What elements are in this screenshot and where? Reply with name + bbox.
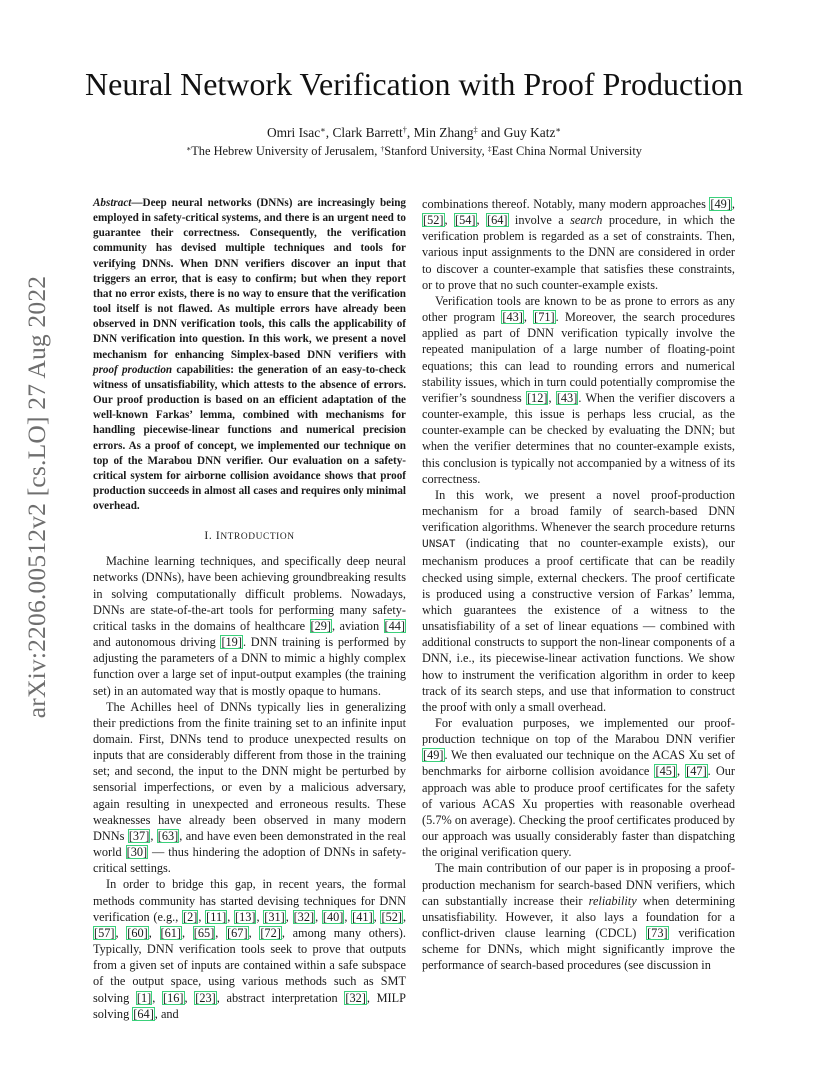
paragraph-text: , and have even been demonstrated in the real world [93,828,406,860]
citation-link[interactable]: [12] [526,390,548,405]
author-name: Guy Katz [503,125,556,140]
paragraph-text: For evaluation purposes, we implemented our proof-production technique on top of the Marabou DNN verifier [422,716,735,747]
citation-link[interactable]: [45] [655,764,676,779]
affiliation-mark: † [402,125,407,135]
affiliation-separator: , [374,144,381,158]
citation-link[interactable]: [73] [647,926,668,941]
paragraph-text: In order to bridge this gap, in recent years, the formal methods community has started devising techniques for DNN verification (e.g., [93,877,406,924]
body-paragraph [422,293,735,487]
body-paragraph [422,715,735,860]
paragraph-text: involve a [508,213,571,228]
citation-link[interactable]: [65] [193,925,215,940]
arxiv-sidebar [22,275,52,719]
citation-link[interactable]: [40] [322,909,344,924]
paragraph-text: , [476,213,486,228]
paragraph-text: The Achilles heel of DNNs typically lies in generalizing their predictions from the finite training set to an infinite input domain. First, DNNs tend to produce unexpected results on inputs that are considerably different from those in the training set; and second, the input to the DNN might be perturbed by sensorial imperfections, or even by a malicious adversary, again resulting in unexpected and erroneous results. These weaknesses have already been observed in many modern DNNs [93,699,406,843]
abstract-text: —Deep neural networks (DNNs) are increasingly being employed in safety-critical systems, and there is an urgent need to guarantee their correctness. Consequently, the verification community has devised multiple techniques and tools for verifying DNNs. When DNN verifiers discover an input that triggers an error, that is easy to confirm; but when they report that no error exists, there is no way to ensure that the verification tool itself is not flawed. As multiple errors have already been observed in DNN verification tools, this calls the applicability of DNN verification into question. In this work, we present a novel mechanism for enhancing Simplex-based DNN verifiers with [93,197,406,361]
abstract [93,196,406,514]
citation-link[interactable]: [57] [94,925,115,940]
citation-link[interactable]: [41] [352,909,373,924]
paragraph-text: , among many others). Typically, DNN verification tools seek to prove that outputs from a given set of inputs are contained within a safe subspace of the output space, using various methods such as SMT solving [93,925,406,1005]
citation-link[interactable]: [60] [127,925,148,940]
section-title-initial: I [215,529,221,543]
paper-title: Neural Network Verification with Proof Production [85,66,743,102]
emphasis-text: reliability [588,893,637,908]
citation-link[interactable]: [52] [381,909,402,924]
abstract-text: capabilities: the generation of an easy-to-check witness of unsatisfiability, which attests to the absence of errors. Our proof production is based on an efficient adaptation of the well-known Farkas’ lemma, combined with mechanisms for handling piecewise-linear functions and numerical precision errors. As a proof of concept, we implemented our technique on top of the Marabou DNN verifier. Our evaluation on a safety-critical system for airborne collision avoidance shows that proof production succeeds in almost all cases and requires only minimal overhead. [93,363,406,513]
unsat-keyword: UNSAT [422,539,456,552]
body-paragraph [93,553,406,698]
paragraph-text: . When the verifier discovers a counter-example, this issue is perhaps less crucial, as the counter-example can be checked by evaluating the DNN; but when the verifier determines that no counter-example exists, this conclusion is typically not accompanied by a witness of its correctness. [422,390,735,486]
affiliation-separator: , [481,144,488,158]
author-separator: , [406,125,414,140]
paragraph-text: Verification tools are known to be as prone to errors as any other program [422,293,735,325]
paragraph-text: and autonomous driving [93,635,221,650]
paragraph-text: In this work, we present a novel proof-production mechanism for a broad family of search-based DNN verification algorithms. Whenever the search procedure returns [422,487,735,535]
paragraph-text: , [548,390,556,405]
citation-link[interactable]: [1] [136,990,152,1005]
citation-link[interactable]: [44] [384,618,405,633]
author-list [0,124,828,142]
paragraph-text: , abstract interpretation [216,990,345,1005]
affiliation-list [0,143,828,160]
paragraph-text: , MILP solving [93,990,407,1021]
body-paragraph [422,487,735,715]
citation-link[interactable]: [2] [183,909,198,924]
citation-link[interactable]: [49] [710,197,731,211]
citation-link[interactable]: [29] [310,618,332,633]
paragraph-text: . We then evaluated our technique on the ACAS Xu set of benchmarks for airborne collision avoidance [422,748,735,779]
body-paragraph [93,699,406,877]
affiliation-mark: ∗ [320,125,326,135]
paragraph-text: Machine learning techniques, and specifically deep neural networks (DNNs), have been achieving groundbreaking results in solving computationally difficult problems. Nowadays, DNNs are state-of-the-art tools for performing many safety-critical tasks in the domains of healthcare [93,554,406,633]
paragraph-text: , [152,990,163,1005]
section-heading [93,528,406,545]
author-name: Min Zhang [413,125,474,140]
arxiv-stamp: arXiv:2206.00512v2 [cs.LO] 27 Aug 2022 [22,275,51,719]
left-column [93,196,406,1022]
author-name: Clark Barrett [332,125,403,140]
citation-link[interactable]: [30] [126,845,148,860]
author-separator: , [325,125,333,140]
author-name: Omri Isac [266,125,321,140]
citation-link[interactable]: [13] [234,909,256,924]
abstract-lead: Abstract [93,197,132,209]
citation-link[interactable]: [47] [686,764,707,779]
paragraph-text: , [523,310,534,325]
paragraph-text: when determining unsatisfiability. However, it also lays a foundation for a conflict-driven clause learning (CDCL) [422,893,735,941]
paragraph-text: , aviation [332,618,384,633]
section-title-rest: NTRODUCTION [220,532,295,543]
citation-link[interactable]: [23] [195,990,216,1005]
paragraph-text: , [676,764,686,779]
citation-link[interactable]: [61] [160,925,182,940]
body-paragraph [422,196,735,293]
citation-link[interactable]: [16] [163,990,184,1005]
section-number: I. [204,529,213,543]
affiliation-name: Stanford University [384,144,482,158]
paragraph-text: (indicating that no counter-example exists), our mechanism produces a proof certificate that can be readily checked using simple, external checkers. The proof certificate is produced using a constructive version of Farkas’ lemma, which guarantees the existence of a witness to the unsatisfiability of a set of linear equations — combined with additional constructs to support the non-linear components of a DNN, i.e., its piecewise-linear activation functions. We show how to instrument the verification algorithm in order to keep track of its search steps, and use that information to construct the proof with only a small overhead. [422,536,735,714]
paragraph-text: . Our approach was able to produce proof certificates for the safety of various ACAS Xu properties with reasonable overhead (5.7% on average). Checking the proof certificates produced by our approach was usually considerably faster than dispatching the original verification query. [422,764,735,860]
paragraph-text: , and [154,1006,179,1021]
paragraph-text: combinations thereof. Notably, many modern approaches [422,197,710,211]
body-paragraph [422,860,735,973]
paragraph-text: procedure, in which the verification problem is regarded as a set of constraints. Then, various input assignments to the DNN are considered in order to discover a counter-example that satisfies these constraints, or to prove that no such counter-example exists. [422,213,735,292]
affiliation-mark: ∗ [555,125,562,135]
emphasis-text: search [570,213,603,228]
citation-link[interactable]: [71] [534,310,555,325]
paragraph-text: . Moreover, the search procedures applied as part of DNN verification typically involve the repeated manipulation of a large number of floating-point equations; this can lead to rounding errors and numerical stability issues, which in turn could potentially compromise the verifier’s soundness [422,310,736,405]
paragraph-text: , [150,828,157,843]
affiliation-mark: ∗ [185,143,192,153]
paragraph-text: , [444,213,454,228]
citation-link[interactable]: [43] [502,310,523,325]
paragraph-text: The main contribution of our paper is in proposing a proof-production mechanism for search-based DNN verifiers, which can substantially increase their [422,861,735,908]
affiliation-name: East China Normal University [491,144,643,158]
paragraph-text: , [731,197,735,211]
affiliation-mark: † [380,143,385,153]
right-column [422,196,735,974]
citation-link[interactable]: [54] [455,213,476,228]
paragraph-text: — thus hindering the adoption of DNNs in safety-critical settings. [93,845,406,876]
citation-link[interactable]: [31] [264,909,285,924]
citation-link[interactable]: [19] [221,635,242,650]
citation-link[interactable]: [32] [293,909,315,924]
citation-link[interactable]: [64] [133,1006,154,1021]
citation-link[interactable]: [64] [487,213,508,228]
citation-link[interactable]: [11] [206,909,227,924]
affiliation-mark: ‡ [487,143,492,153]
citation-link[interactable]: [32] [345,990,366,1005]
author-separator: and [477,125,504,140]
citation-link[interactable]: [63] [157,828,179,843]
citation-link[interactable]: [43] [556,390,578,405]
citation-link[interactable]: [49] [423,748,444,763]
paragraph-text: . DNN training is performed by adjusting the parameters of a DNN to mimic a highly complex function over a large set of input-output examples (the training set) in an automated way that is mostly opaque to humans. [93,635,406,698]
affiliation-mark: ‡ [473,125,478,135]
body-paragraph: In order to bridge this gap, in recent years, the formal methods community has started devising techniques for DNN verification (e.g., [2], [11], [13], [31], [32], [40], [41], [52], [57], [60], [61], [65], [67], [72], among many others). Typically, DNN verification tools seek to prove that outputs from a given set of inputs are contained within a safe subspace of the output space, using various methods such as SMT solving [1], [16], [23], abstract interpretation [32], MILP solving [64], and [93,877,407,1021]
citation-link[interactable]: [67] [227,925,248,940]
citation-link[interactable]: [72] [260,925,281,940]
citation-link[interactable]: [37] [128,828,150,843]
citation-link[interactable]: [52] [423,213,444,228]
abstract-emphasis: proof production [93,363,173,376]
paragraph-text: , [184,990,195,1005]
paragraph-text: verification scheme for DNNs, which might significantly improve the performance of search-based procedures (see discussion in [422,926,736,973]
affiliation-name: The Hebrew University of Jerusalem [191,144,375,158]
